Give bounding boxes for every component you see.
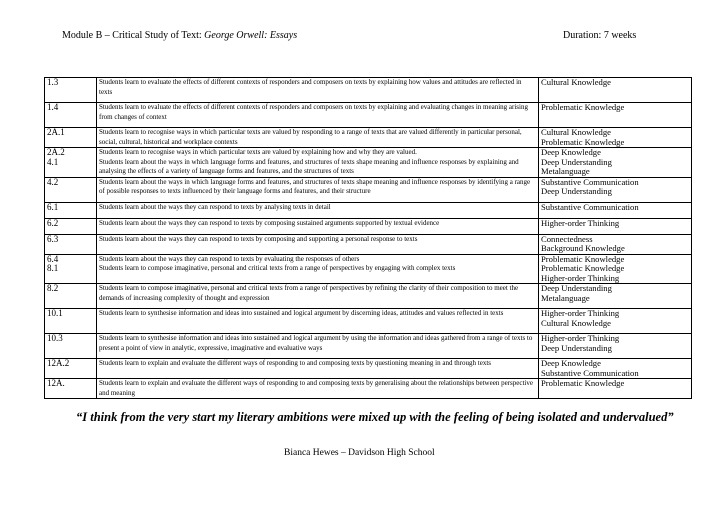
row-description: Students learn about the ways they can respond to texts by composing sustained arguments supported by textual evidence [97,218,539,234]
table-row [45,309,692,334]
row-description: Students learn about the ways in which language forms and features, and structures of texts shape meaning and influence responses by identifying a range of possible responses to texts influenced by their language forms and features, and their structure [97,177,539,202]
row-quality: Problematic Knowledge [539,103,692,128]
table-row [45,334,692,359]
row-quality: Problematic Knowledge [539,379,692,399]
row-code: 1.3 [45,78,97,103]
outcomes-table [44,77,692,399]
row-description: Students learn about the ways they can respond to texts by evaluating the responses of others Students learn to compose imaginative, personal and critical texts from a range of perspectives by engaging with complex texts [97,254,539,284]
table-row [45,177,692,202]
row-quality: Higher-order Thinking Cultural Knowledge [539,309,692,334]
table-row [45,103,692,128]
row-description: Students learn to synthesise information and ideas into sustained and logical argument by using the information and ideas gathered from a range of texts to present a point of view in analytic, expressive, imaginative and evaluative ways [97,334,539,359]
duration-label: Duration: 7 weeks [563,30,637,41]
row-quality: Higher-order Thinking Deep Understanding [539,334,692,359]
table-row [45,78,692,103]
row-quality: Higher-order Thinking [539,218,692,234]
row-quality: Cultural Knowledge [539,78,692,103]
row-code: 10.3 [45,334,97,359]
row-quality: Connectedness Background Knowledge [539,234,692,254]
table-row [45,148,692,178]
table-row [45,202,692,218]
row-code: 2A.2 4.1 [45,148,97,178]
row-description: Students learn about the ways they can respond to texts by analysing texts in detail [97,202,539,218]
row-description: Students learn to recognise ways in which particular texts are valued by responding to a range of texts that are valued differently in particular personal, social, cultural, historical and workplace contexts [97,128,539,148]
row-code: 8.2 [45,284,97,309]
row-code: 4.2 [45,177,97,202]
row-description: Students learn to synthesise information and ideas into sustained and logical argument by discerning ideas, attitudes and values reflected in texts [97,309,539,334]
module-heading [62,30,297,41]
row-description: Students learn about the ways they can respond to texts by composing and supporting a personal response to texts [97,234,539,254]
row-description: Students learn to explain and evaluate the different ways of responding to and composing texts by generalising about the relationships between perspective and meaning [97,379,539,399]
row-quality: Problematic Knowledge Problematic Knowledge Higher-order Thinking [539,254,692,284]
table-row [45,359,692,379]
row-quality: Substantive Communication Deep Understanding [539,177,692,202]
row-description: Students learn to evaluate the effects of different contexts of responders and composers on texts by explaining and evaluating changes in meaning arising from changes of context [97,103,539,128]
module-label: Module B – Critical Study of Text: [62,30,202,41]
row-code: 6.2 [45,218,97,234]
text-title: George Orwell: Essays [204,30,298,41]
table-row [45,254,692,284]
row-description: Students learn to recognise ways in which particular texts are valued by explaining how and why they are valued. Students learn about the ways in which language forms and features, and structures of texts shape meaning and influence responses by explaining and analysing the effects of a variety of language forms and features, and the structures of texts [97,148,539,178]
table-row [45,128,692,148]
row-description: Students learn to evaluate the effects of different contexts of responders and composers on texts by explaining how values and attitudes are reflected in texts [97,78,539,103]
row-code: 6.3 [45,234,97,254]
row-code: 12A.2 [45,359,97,379]
row-code: 6.1 [45,202,97,218]
row-description: Students learn to explain and evaluate the different ways of responding to and composing texts by questioning meaning in and through texts [97,359,539,379]
table-row [45,234,692,254]
row-quality: Deep Knowledge Deep Understanding Metalanguage [539,148,692,178]
outcomes-table-body [45,78,692,399]
row-code: 1.4 [45,103,97,128]
table-row [45,284,692,309]
row-code: 6.4 8.1 [45,254,97,284]
row-quality: Cultural Knowledge Problematic Knowledge [539,128,692,148]
row-quality: Deep Knowledge Substantive Communication [539,359,692,379]
table-row [45,379,692,399]
row-quality: Substantive Communication [539,202,692,218]
row-code: 12A. [45,379,97,399]
footer-author: Bianca Hewes – Davidson High School [284,448,435,458]
row-code: 2A.1 [45,128,97,148]
row-quality: Deep Understanding Metalanguage [539,284,692,309]
row-description: Students learn to compose imaginative, personal and critical texts from a range of perspectives by refining the clarity of their composition to meet the demands of increasing complexity of thought and expression [97,284,539,309]
table-row [45,218,692,234]
quote: “I think from the very start my literary ambitions were mixed up with the feeling of being isolated and undervalued” [76,410,674,424]
row-code: 10.1 [45,309,97,334]
